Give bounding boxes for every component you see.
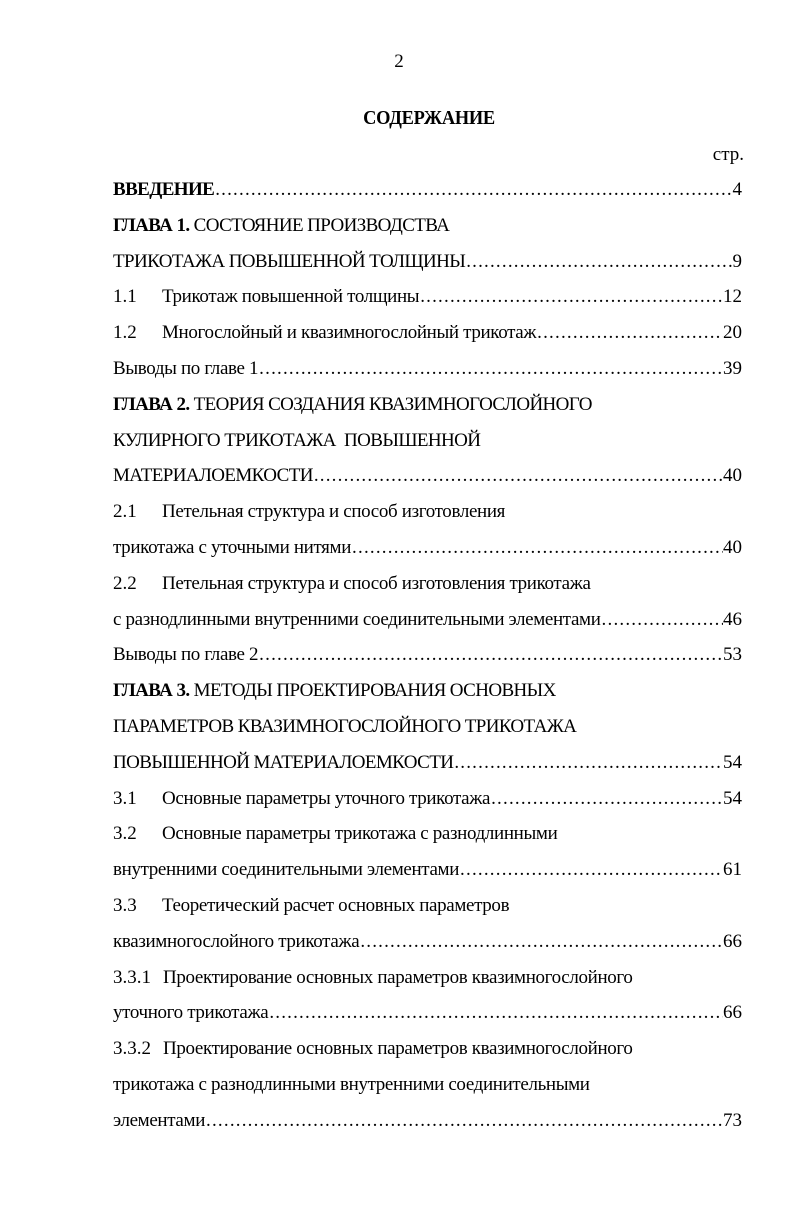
toc-entry-section-3-3-2[interactable]	[113, 1035, 742, 1071]
toc-entry-title: Выводы по главе 2	[113, 644, 259, 666]
toc-page-number: 73	[723, 1109, 742, 1131]
dot-leader	[215, 176, 732, 204]
toc-entry-title: Многослойный и квазимногослойный трикотаж	[162, 322, 537, 344]
toc-entry-title: квазимногослойного трикотажа	[113, 930, 360, 952]
toc-entry-chapter-2-cont[interactable]	[113, 427, 742, 463]
toc-entry-title: СОСТОЯНИЕ ПРОИЗВОДСТВА	[189, 214, 450, 236]
section-number: 2.1	[113, 501, 137, 523]
toc-entry-title: элементами	[113, 1109, 206, 1131]
section-number: 3.3.2	[113, 1038, 151, 1060]
section-number: 2.2	[113, 572, 137, 594]
section-number: 3.2	[113, 823, 137, 845]
toc-page-number: 53	[723, 644, 742, 666]
toc-entry-chapter-3-cont[interactable]	[113, 749, 742, 785]
toc-entry-title: ТЕОРИЯ СОЗДАНИЯ КВАЗИМНОГОСЛОЙНОГО	[189, 393, 592, 415]
toc-entry-title: ПОВЫШЕННОЙ МАТЕРИАЛОЕМКОСТИ	[113, 751, 454, 773]
page-title: СОДЕРЖАНИЕ	[363, 107, 495, 129]
toc-page-number: 46	[723, 608, 742, 630]
section-number: 3.3.1	[113, 966, 151, 988]
toc-entry-section-3-3-1[interactable]	[113, 964, 742, 1000]
toc-entry-title: Петельная структура и способ изготовления	[162, 501, 506, 523]
dot-leader	[352, 534, 723, 562]
toc-entry-title: ПАРАМЕТРОВ КВАЗИМНОГОСЛОЙНОГО ТРИКОТАЖА	[113, 715, 577, 737]
toc-entry-title: МЕТОДЫ ПРОЕКТИРОВАНИЯ ОСНОВНЫХ	[189, 680, 556, 702]
toc-entry-conclusions-1[interactable]	[113, 355, 742, 391]
toc-entry-title: уточного трикотажа	[113, 1002, 269, 1024]
dot-leader	[360, 928, 723, 956]
toc-entry-conclusions-2[interactable]	[113, 641, 742, 677]
toc-page-number: 40	[723, 465, 742, 487]
section-number: 3.3	[113, 894, 137, 916]
toc-entry-section-2-2[interactable]	[113, 570, 742, 606]
toc-page-number: 12	[723, 286, 742, 308]
toc-page-number: 9	[732, 250, 742, 272]
toc-entry-title: ТРИКОТАЖА ПОВЫШЕННОЙ ТОЛЩИНЫ	[113, 250, 466, 272]
toc-entry-section-3-3-2-cont[interactable]	[113, 1107, 742, 1143]
section-number: 1.1	[113, 286, 137, 308]
toc-entry-section-3-3-1-cont[interactable]	[113, 999, 742, 1035]
toc-entry-section-1-1[interactable]	[113, 283, 742, 319]
toc-page-number: 39	[723, 357, 742, 379]
dot-leader	[259, 641, 723, 669]
dot-leader	[491, 785, 723, 813]
dot-leader	[537, 319, 723, 347]
toc-page-number: 54	[723, 751, 742, 773]
table-of-contents	[113, 176, 742, 1143]
toc-entry-section-3-1[interactable]	[113, 785, 742, 821]
toc-entry-chapter-1[interactable]	[113, 212, 742, 248]
toc-entry-section-1-2[interactable]	[113, 319, 742, 355]
toc-entry-title: Трикотаж повышенной толщины	[162, 286, 420, 308]
toc-page-number: 66	[723, 1002, 742, 1024]
toc-page-number: 20	[723, 322, 742, 344]
dot-leader	[314, 462, 723, 490]
toc-entry-chapter-2[interactable]	[113, 391, 742, 427]
toc-entry-section-2-2-cont[interactable]	[113, 606, 742, 642]
toc-entry-title: трикотажа с уточными нитями	[113, 536, 352, 558]
toc-entry-section-3-2[interactable]	[113, 820, 742, 856]
page-column-label: стр.	[712, 144, 744, 165]
toc-entry-section-2-1-cont[interactable]	[113, 534, 742, 570]
section-number: 3.1	[113, 787, 137, 809]
toc-entry-section-2-1[interactable]	[113, 498, 742, 534]
toc-entry-title: Выводы по главе 1	[113, 357, 259, 379]
toc-entry-title: с разнодлинными внутренними соединительными элементами	[113, 608, 601, 630]
chapter-label: ГЛАВА 1.	[113, 214, 190, 236]
toc-entry-title: Петельная структура и способ изготовления трикотажа	[162, 572, 591, 594]
toc-entry-chapter-1-cont[interactable]	[113, 248, 742, 284]
toc-entry-title: КУЛИРНОГО ТРИКОТАЖА ПОВЫШЕННОЙ	[113, 429, 481, 451]
toc-entry-section-3-2-cont[interactable]	[113, 856, 742, 892]
toc-page-number: 61	[723, 859, 742, 881]
toc-entry-introduction[interactable]	[113, 176, 742, 212]
toc-entry-title: Теоретический расчет основных параметров	[162, 894, 510, 916]
toc-entry-title: Проектирование основных параметров квазимногослойного	[163, 1038, 633, 1060]
toc-page-number: 4	[732, 179, 742, 200]
dot-leader	[460, 856, 723, 884]
section-number: 1.2	[113, 322, 137, 344]
toc-page-number: 40	[723, 536, 742, 558]
toc-page-number: 66	[723, 930, 742, 952]
toc-entry-chapter-2-cont[interactable]	[113, 462, 742, 498]
toc-entry-title: внутренними соединительными элементами	[113, 859, 460, 881]
toc-entry-section-3-3-cont[interactable]	[113, 928, 742, 964]
toc-entry-chapter-3-cont[interactable]	[113, 713, 742, 749]
chapter-label: ГЛАВА 3.	[113, 680, 190, 702]
dot-leader	[259, 355, 723, 383]
dot-leader	[269, 999, 723, 1027]
dot-leader	[466, 248, 732, 276]
page-number: 2	[394, 51, 404, 72]
toc-entry-title: Основные параметры трикотажа с разнодлинными	[162, 823, 558, 845]
toc-entry-title: Проектирование основных параметров квазимногослойного	[163, 966, 633, 988]
dot-leader	[420, 283, 723, 311]
toc-entry-title: Основные параметры уточного трикотажа	[162, 787, 491, 809]
toc-entry-section-3-3-2-cont[interactable]	[113, 1071, 742, 1107]
dot-leader	[454, 749, 723, 777]
toc-entry-title: ВВЕДЕНИЕ	[113, 179, 215, 200]
toc-entry-title: трикотажа с разнодлинными внутренними соединительными	[113, 1073, 590, 1095]
toc-entry-chapter-3[interactable]	[113, 677, 742, 713]
dot-leader	[206, 1107, 723, 1135]
chapter-label: ГЛАВА 2.	[113, 393, 190, 415]
dot-leader	[602, 606, 723, 634]
toc-entry-section-3-3[interactable]	[113, 892, 742, 928]
toc-page-number: 54	[723, 787, 742, 809]
toc-entry-title: МАТЕРИАЛОЕМКОСТИ	[113, 465, 313, 487]
